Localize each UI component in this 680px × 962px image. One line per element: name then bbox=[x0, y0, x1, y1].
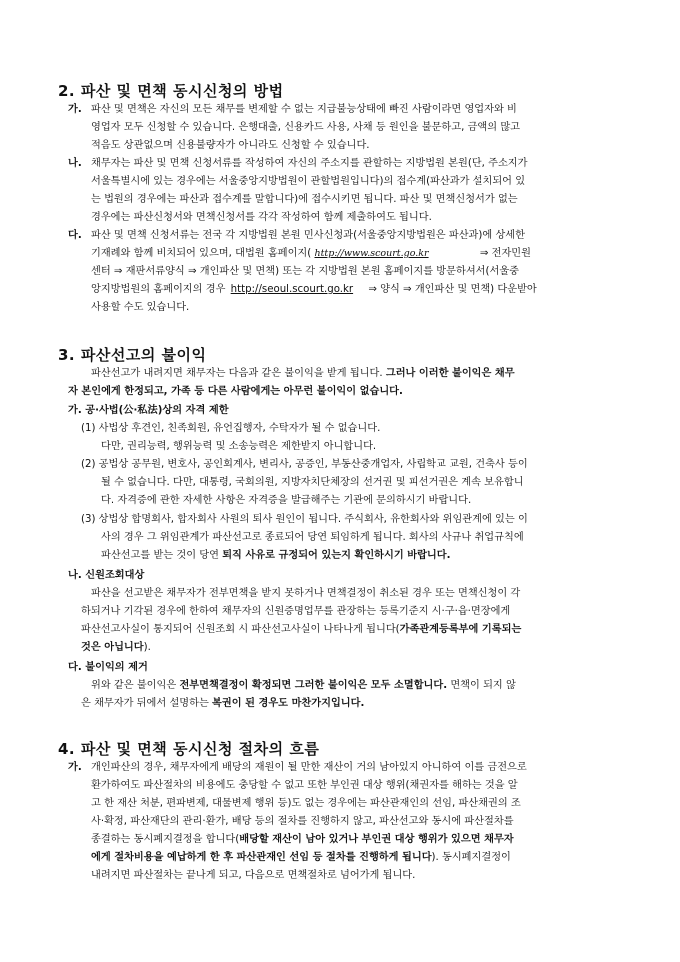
s3-da-line-1-text: 위와 같은 불이익은 bbox=[91, 680, 180, 691]
s3-item-3-line-1: (3) 상법상 합명회사, 합자회사 사원의 퇴사 원인이 됩니다. 주식회사, 유한회사와 위임관계에 있는 이 bbox=[81, 514, 528, 525]
s3-intro-line-2: 자 본인에게 한정되고, 가족 등 다른 사람에게는 아무런 불이익이 없습니다. bbox=[68, 386, 403, 397]
s2-da-line-2-tail: ⇒ 전자민원 bbox=[479, 248, 531, 259]
s4-line-5-text: 종결하는 동시폐지결정을 합니다( bbox=[91, 834, 240, 845]
s3-da-line-1-bold: 전부면책결정이 확정되면 그러한 불이익은 모두 소멸합니다. bbox=[179, 680, 448, 691]
s2-na-line-1: 채무자는 파산 및 면책 신청서류를 작성하여 자신의 주소지를 관할하는 지방법원 본원(단, 주소지가 bbox=[91, 158, 528, 169]
s4-line-6-bold: 에게 절차비용을 예납하게 한 후 파산관재인 선임 등 절차를 진행하게 됩니다 bbox=[91, 852, 432, 863]
s4-line-4: 사·확정, 파산재단의 관리·환가, 배당 등의 절차를 진행하지 않고, 파산선고와 동시에 파산절차를 bbox=[91, 816, 514, 827]
s2-ga-line-2: 영업자 모두 신청할 수 있습니다. 은행대출, 신용카드 사용, 사채 등 원인을 불문하고, 금액의 많고 bbox=[91, 122, 521, 133]
s2-da-line-5: 사용할 수도 있습니다. bbox=[91, 302, 190, 313]
s2-na-label: 나. bbox=[68, 158, 82, 169]
s2-na-line-4: 경우에는 파산신청서와 면책신청서를 각각 작성하여 함께 제출하여도 됩니다. bbox=[91, 212, 432, 223]
s2-ga-line-3: 적음도 상관없으며 신용불량자가 아니라도 신청할 수 있습니다. bbox=[91, 140, 370, 151]
s2-na-line-2: 서울특별시에 있는 경우에는 서울중앙지방법원이 관할법원입니다)의 접수계(파산과가 설치되어 있 bbox=[91, 176, 526, 187]
s3-da-line-2-bold: 복권이 된 경우도 마찬가지입니다. bbox=[212, 698, 365, 709]
s3-na-title: 나. 신원조회대상 bbox=[68, 570, 145, 581]
s3-da-line-2-text: 은 채무자가 뒤에서 설명하는 bbox=[81, 698, 213, 709]
s3-da-line-1 bbox=[91, 679, 516, 693]
s3-da-line-1-tail: 면책이 되지 않 bbox=[447, 680, 516, 691]
s3-item-2-line-1: (2) 공법상 공무원, 변호사, 공인회계사, 변리사, 공증인, 부동산중개업자, 사립학교 교원, 건축사 등이 bbox=[81, 459, 528, 470]
s2-da-line-4-text: 앙지방법원의 홈페이지의 경우 bbox=[91, 284, 226, 295]
s3-item-2-line-3: 다. 자격증에 관한 자세한 사항은 자격증을 발급해주는 기관에 문의하시기 바랍니다. bbox=[101, 495, 472, 506]
seoul-scourt-link[interactable]: http://seoul.scourt.go.kr bbox=[230, 284, 354, 295]
s3-item-3-line-2: 사의 경우 그 위임관계가 파산선고로 종료되어 당연 퇴임하게 됩니다. 회사의 사규나 취업규칙에 bbox=[101, 532, 524, 543]
s3-na-line-3 bbox=[81, 623, 521, 637]
s3-ga-title: 가. 공·사법(公·私法)상의 자격 제한 bbox=[68, 405, 229, 416]
s3-na-line-4 bbox=[81, 641, 151, 655]
s3-na-line-3-text: 파산선고사실이 통지되어 신원조회 시 파산선고사실이 나타나게 됩니다( bbox=[81, 624, 400, 635]
s2-da-line-4 bbox=[91, 283, 537, 297]
s4-line-5 bbox=[91, 833, 514, 847]
s3-intro-text: 파산선고가 내려지면 채무자는 다음과 같은 불이익을 받게 됩니다. bbox=[91, 368, 386, 379]
s2-da-line-3: 센터 ⇒ 재판서류양식 ⇒ 개인파산 및 면책) 또는 각 지방법원 본원 홈페이지를 방문하셔서(서울중 bbox=[91, 266, 519, 277]
s4-ga-label: 가. bbox=[68, 762, 82, 773]
s3-item-1-line-2: 다만, 권리능력, 행위능력 및 소송능력은 제한받지 아니합니다. bbox=[101, 441, 377, 452]
s3-item-2-line-2: 될 수 없습니다. 다만, 대통령, 국회의원, 지방자치단체장의 선거권 및 피선거권은 계속 보유합니 bbox=[101, 477, 524, 488]
s2-na-line-3: 는 법원의 경우에는 파산과 접수계를 말합니다)에 접수시키면 됩니다. 파산 및 면책신청서가 없는 bbox=[91, 194, 518, 205]
s4-line-5-bold: 배당할 재산이 남아 있거나 부인권 대상 행위가 있으면 채무자 bbox=[239, 834, 514, 845]
s2-da-line-2-text: 기재례와 함께 비치되어 있으며, 대법원 홈페이지( bbox=[91, 248, 312, 259]
s4-line-1: 개인파산의 경우, 채무자에게 배당의 재원이 될 만한 재산이 거의 남아있지 아니하여 이를 금전으로 bbox=[91, 762, 527, 773]
s2-da-line-4-tail: ⇒ 양식 ⇒ 개인파산 및 면책) 다운받아 bbox=[368, 284, 537, 295]
s3-na-line-1: 파산을 선고받은 채무자가 전부면책을 받지 못하거나 면책결정이 취소된 경우 또는 면책신청이 각 bbox=[91, 588, 521, 599]
s3-item-3-bold: 퇴직 사유로 규정되어 있는지 확인하시기 바랍니다. bbox=[222, 550, 451, 561]
s2-ga-line-1: 파산 및 면책은 자신의 모든 채무를 변제할 수 없는 지급불능상태에 빠진 사람이라면 영업자와 비 bbox=[91, 104, 517, 115]
s3-na-line-4-bold: 것은 아닙니다 bbox=[81, 642, 144, 653]
s3-na-line-2: 하되거나 기각된 경우에 한하여 채무자의 신원증명업무를 관장하는 등록기준지 시·구·읍·면장에게 bbox=[81, 606, 511, 617]
s2-da-line-2 bbox=[91, 247, 531, 261]
s4-line-6-tail: ). 동시폐지결정이 bbox=[431, 852, 511, 863]
section-2-title: 2. 파산 및 면책 동시신청의 방법 bbox=[58, 82, 284, 100]
s3-item-1-line-1: (1) 사법상 후견인, 친족회원, 유언집행자, 수탁자가 될 수 없습니다. bbox=[81, 423, 381, 434]
s4-line-7: 내려지면 파산절차는 끝나게 되고, 다음으로 면책절차로 넘어가게 됩니다. bbox=[91, 870, 416, 881]
s4-line-6 bbox=[91, 851, 511, 865]
section-4-title: 4. 파산 및 면책 동시신청 절차의 흐름 bbox=[58, 740, 320, 758]
s3-da-title: 다. 불이익의 제거 bbox=[68, 662, 148, 673]
s3-item-3-text: 파산선고를 받는 것이 당연 bbox=[101, 550, 223, 561]
s3-na-line-4-tail: ). bbox=[143, 642, 151, 653]
s3-na-line-3-bold: 가족관계등록부에 기록되는 bbox=[399, 624, 522, 635]
s4-line-2: 환가하여도 파산절차의 비용에도 충당할 수 없고 또한 부인권 대상 행위(채권자를 해하는 것을 알 bbox=[91, 780, 518, 791]
s4-line-3: 고 한 재산 처분, 편파변제, 대물변제 행위 등)도 없는 경우에는 파산관재인의 선임, 파산채권의 조 bbox=[91, 798, 521, 809]
s2-ga-label: 가. bbox=[68, 104, 82, 115]
s3-item-3-line-3 bbox=[101, 549, 450, 563]
section-3-title: 3. 파산선고의 불이익 bbox=[58, 346, 207, 364]
s3-da-line-2 bbox=[81, 697, 364, 711]
s2-da-line-1: 파산 및 면책 신청서류는 전국 각 지방법원 본원 민사신청과(서울중앙지방법원은 파산과)에 상세한 bbox=[91, 230, 525, 241]
scourt-link[interactable]: http://www.scourt.go.kr bbox=[314, 248, 429, 259]
s2-da-label: 다. bbox=[68, 230, 82, 241]
s3-intro-bold: 그러나 이러한 불이익은 채무 bbox=[385, 368, 515, 379]
s3-intro-line-1 bbox=[91, 367, 515, 381]
